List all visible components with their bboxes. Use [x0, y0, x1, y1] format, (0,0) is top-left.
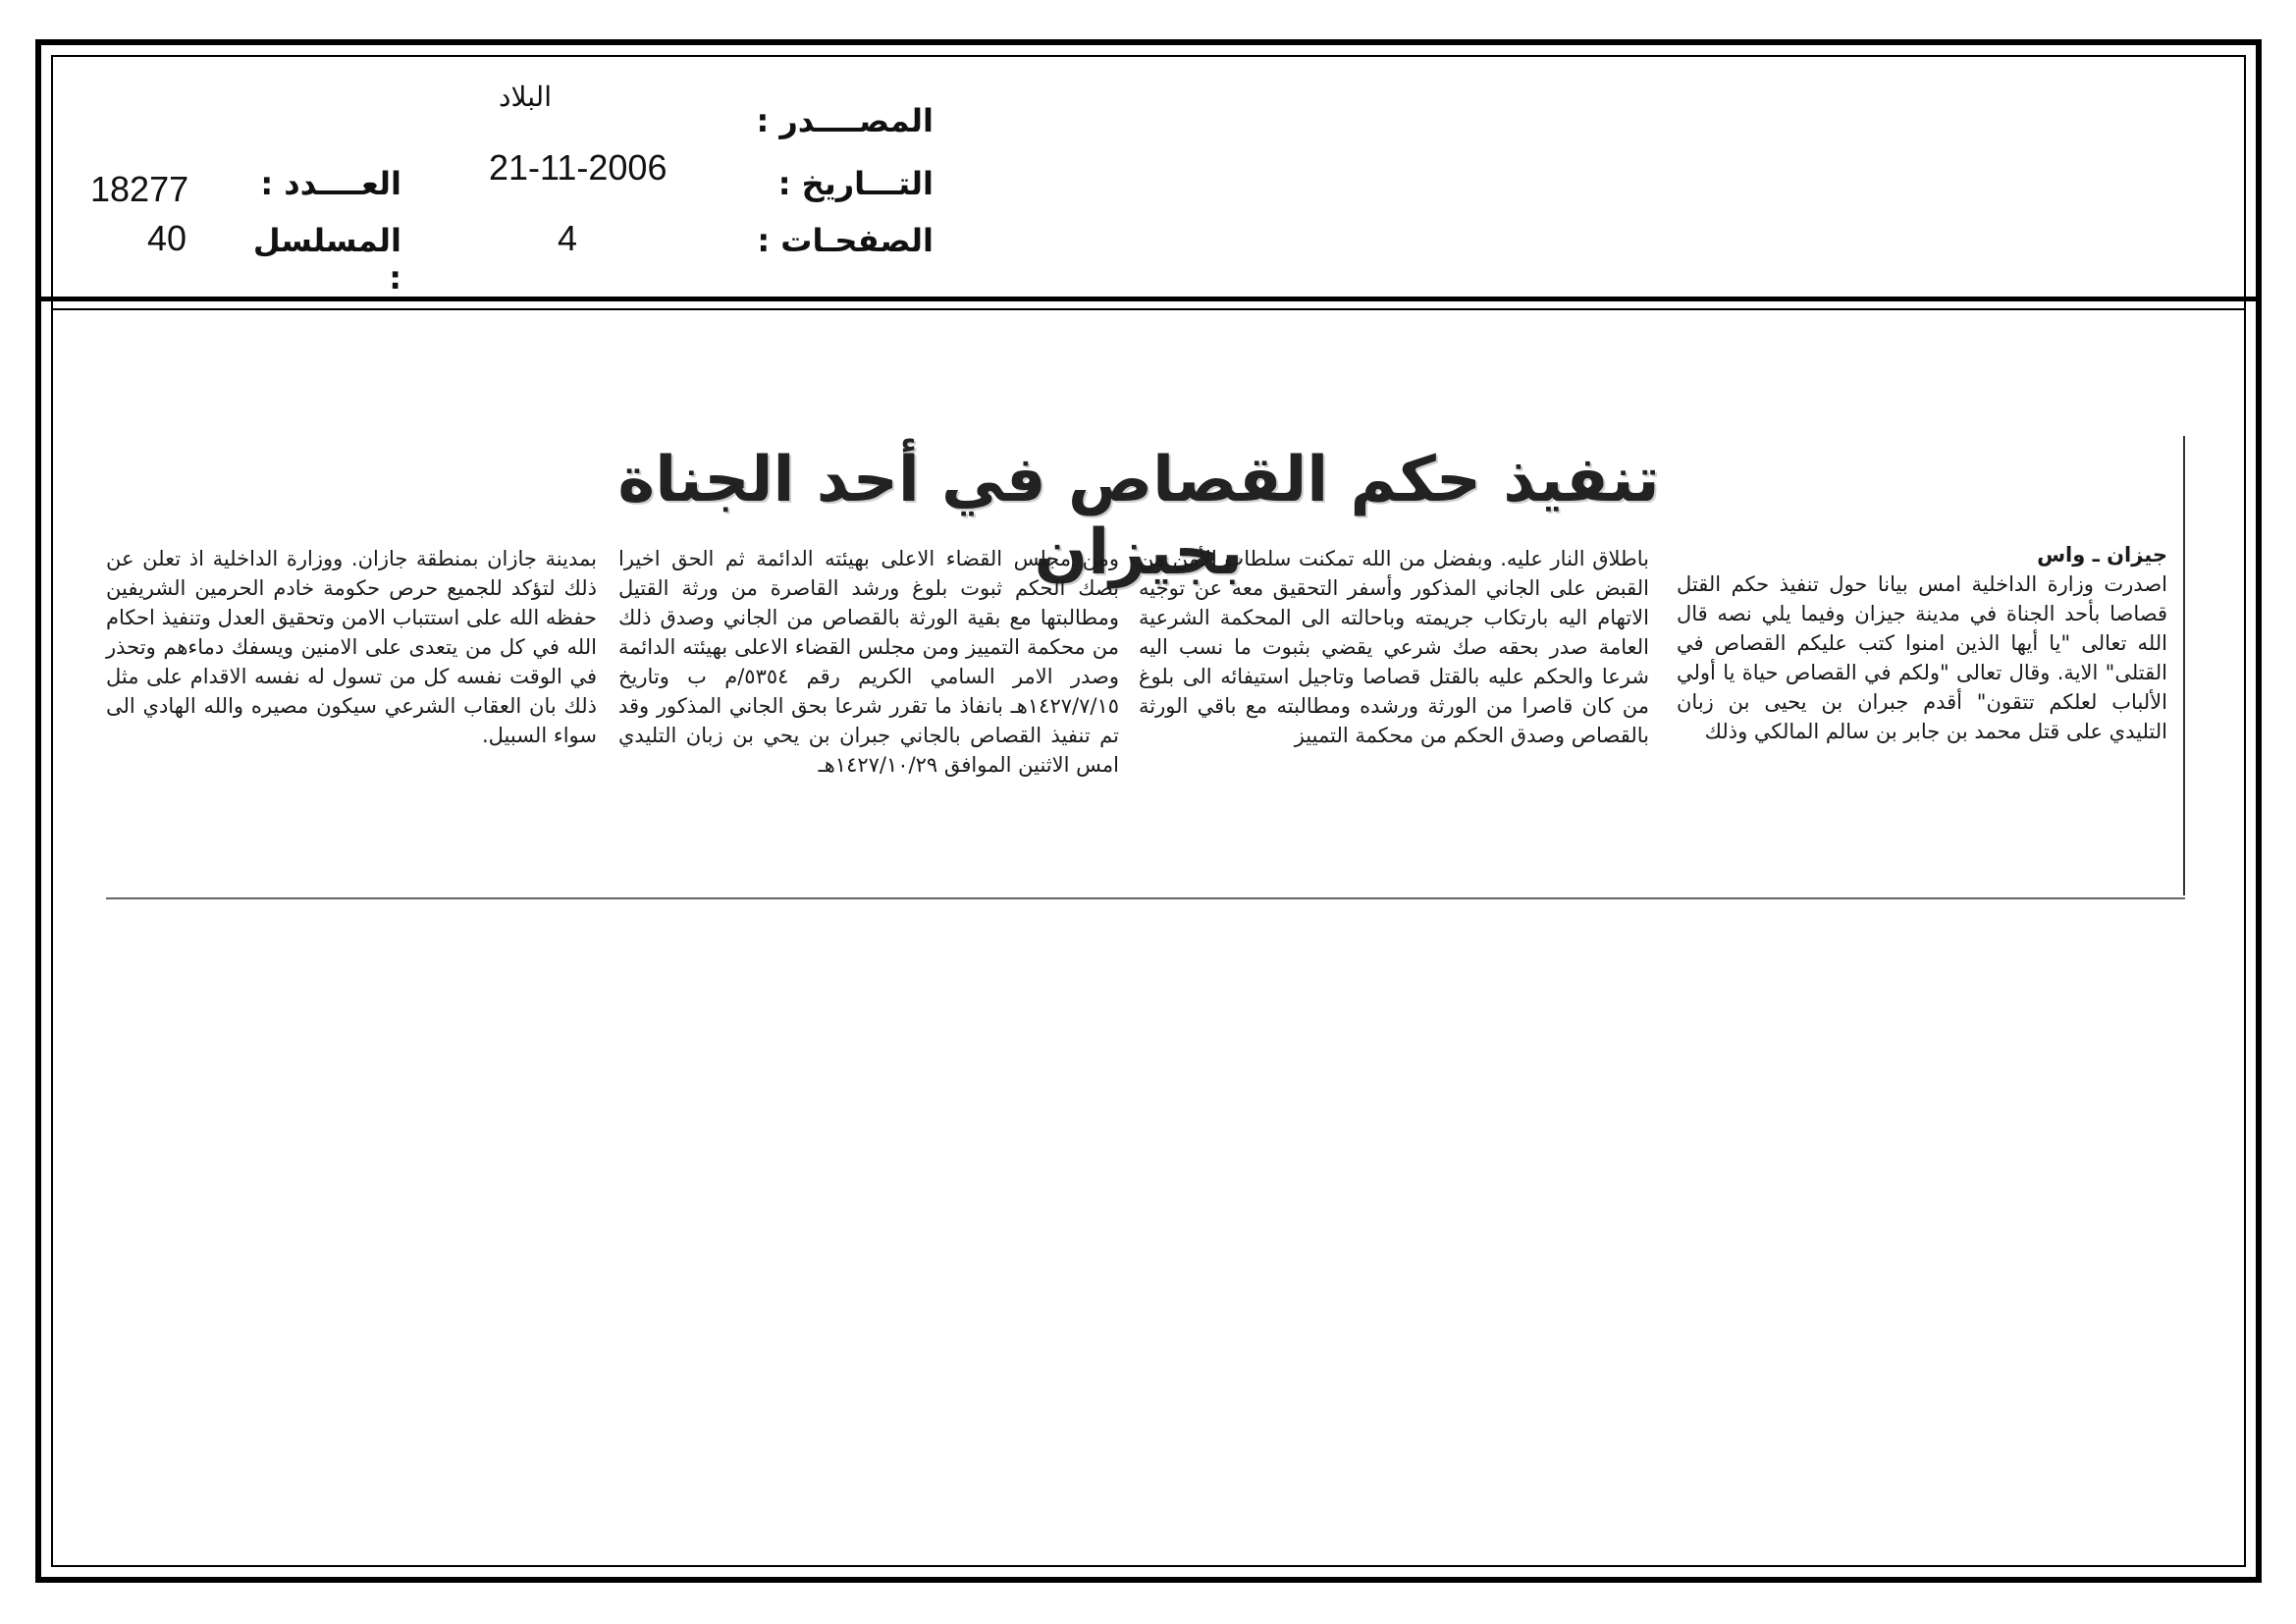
pages-label: الصفحـات :	[757, 222, 934, 259]
article-bottom-rule	[106, 897, 2185, 899]
date-label: التـــاريخ :	[777, 165, 934, 202]
source-label: المصــــدر :	[756, 102, 934, 139]
article-column-1	[1677, 540, 2167, 746]
issue-value: 18277	[90, 169, 189, 209]
header-divider	[35, 297, 2262, 301]
article-column-3-text: ومن مجلس القضاء الاعلى بهيئته الدائمة ثم الحق اخيرا بصك الحكم ثبوت بلوغ ورشد القاصرة من ورثة القتيل ومطالبتها مع بقية الورثة بالقصاص من الجاني وصدق ذلك من محكمة التمييز ومن مجلس القضاء الاعلى بهيئته الدائمة وصدر الامر السامي الكريم رقم ٥٣٥٤/م ب وتاريخ ١٤٢٧/٧/١٥هـ بانفاذ ما تقرر شرعا بحق الجاني المذكور وقد تم تنفيذ القصاص بالجاني جبران بن يحي بن زبان التليدي امس الاثنين الموافق ١٤٢٧/١٠/٢٩هـ	[618, 547, 1120, 777]
serial-value: 40	[147, 218, 187, 258]
article-column-1-text: اصدرت وزارة الداخلية امس بيانا حول تنفيذ حكم القتل قصاصا بأحد الجناة في مدينة جيزان وفيما يلي نصه قال الله تعالى "يا أيها الذين امنوا كتب عليكم القصاص في القتلى" الاية. وقال تعالى "ولكم في القصاص حياة يا أولي الألباب لعلكم تتقون" أقدم جبران بن يحيى بن زبان التليدي على قتل محمد بن جابر بن سالم المالكي وذلك	[1677, 572, 2167, 743]
article-column-4	[106, 544, 597, 750]
article-column-3	[618, 544, 1119, 780]
date-value: 21-11-2006	[489, 147, 667, 188]
article-column-2-text: باطلاق النار عليه. وبفضل من الله تمكنت سلطات الأمن من القبض على الجاني المذكور وأسفر التحقيق معه عن توجيه الاتهام اليه بارتكاب جريمته وباحالته الى المحكمة الشرعية العامة صدر بحقه صك شرعي يقضي بثبوت ما نسب اليه شرعا والحكم عليه بالقتل قصاصا وتاجيل استيفائه الى بلوغ من كان قاصرا من الورثة ورشده ومطالبته مع باقي الورثة بالقصاص وصدق الحكم من محكمة التمييز	[1139, 547, 1649, 747]
article-right-rule	[2183, 436, 2185, 895]
source-value: البلاد	[499, 81, 552, 112]
article-column-4-text: بمدينة جازان بمنطقة جازان. ووزارة الداخلية اذ تعلن عن ذلك لتؤكد للجميع حرص حكومة خادم الحرمين الشريفين حفظه الله على استتباب الامن وتحقيق العدل وتنفيذ احكام الله في كل من يتعدى على الامنين ويسفك دماءهم وتحذر في الوقت نفسه كل من تسول له نفسه الاقدام على مثل ذلك بان العقاب الشرعي سيكون مصيره والله الهادي الى سواء السبيل.	[106, 547, 597, 747]
article-headline: تنفيذ حكم القصاص في أحد الجناة بجيزان	[617, 444, 1660, 589]
serial-label: المسلسل :	[252, 222, 401, 297]
article-column-2	[1139, 544, 1649, 750]
article-dateline: جيزان ـ واس	[2037, 543, 2167, 567]
issue-label: العــــدد :	[260, 165, 401, 202]
pages-value: 4	[558, 218, 578, 258]
header-divider-inner	[51, 308, 2246, 310]
